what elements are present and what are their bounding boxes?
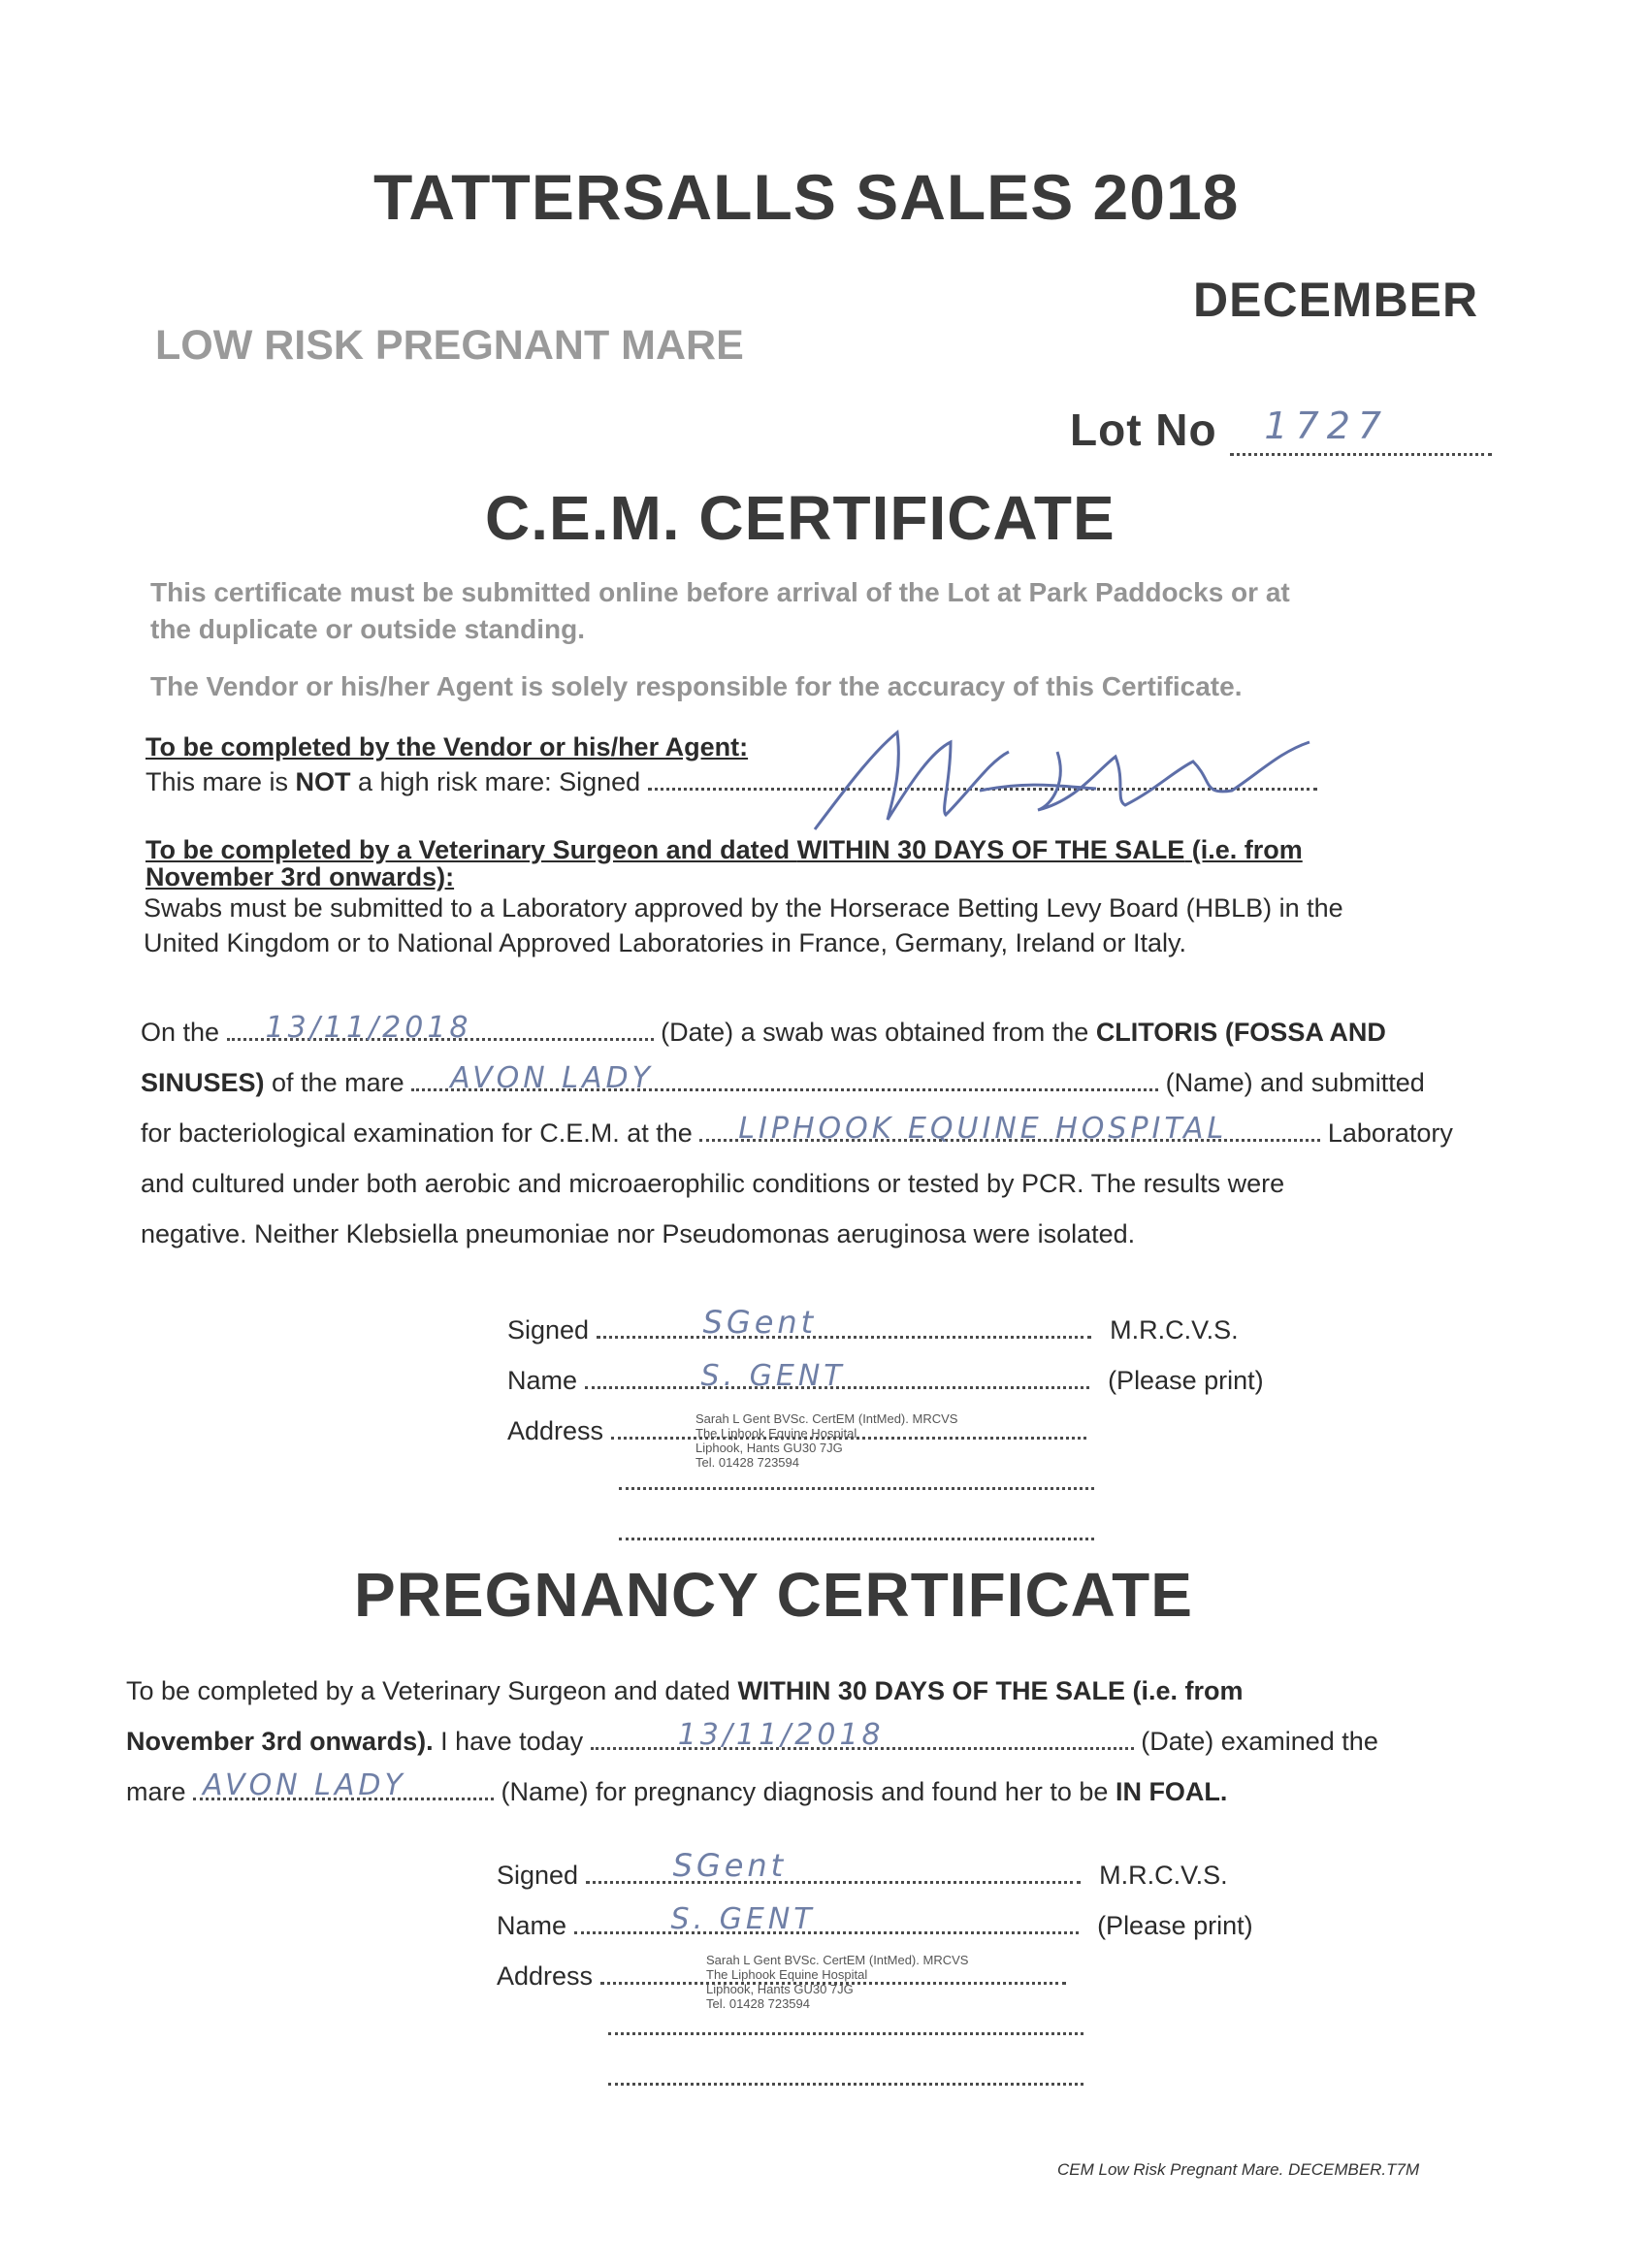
lot-number-field bbox=[1070, 404, 1492, 456]
lot-number-value: 1727 bbox=[1264, 405, 1390, 447]
pregnancy-signature-value: SGent bbox=[672, 1847, 788, 1884]
vendor-heading: To be completed by the Vendor or his/her Agent: bbox=[146, 732, 749, 761]
submission-notice: This certificate must be submitted online before arrival of the Lot at Park Paddocks or at the duplicate or outside standing. bbox=[150, 577, 1290, 644]
pregnancy-vet-signature-block: Signed SGent M.R.C.V.S. Name S. GENT (Please print) Address bbox=[497, 1850, 1253, 2102]
cem-address-stamp: Sarah L Gent BVSc. CertEM (IntMed). MRCVS The Liphook Equine Hospital Liphook, Hants GU30 7JG Tel. 01428 723594 bbox=[695, 1411, 958, 1470]
pregnancy-date-value: 13/11/2018 bbox=[677, 1718, 885, 1752]
vendor-signature bbox=[805, 713, 1329, 839]
pregnancy-heading: PREGNANCY CERTIFICATE bbox=[354, 1560, 1193, 1630]
pregnancy-address-stamp: Sarah L Gent BVSc. CertEM (IntMed). MRCVS The Liphook Equine Hospital Liphook, Hants GU30 7JG Tel. 01428 723594 bbox=[706, 1953, 969, 2011]
document-title: TATTERSALLS SALES 2018 bbox=[373, 161, 1240, 233]
pregnancy-mare-name-value: AVON LADY bbox=[203, 1768, 406, 1802]
pregnancy-vet-name-value: S. GENT bbox=[670, 1902, 816, 1936]
pregnancy-paragraph: To be completed by a Veterinary Surgeon and dated WITHIN 30 DAYS OF THE SALE (i.e. from November 3rd onwards). I have today 13/11/2018 (Date) examined the mare AVON LADY (Name) for pregnancy diagnosis and found her to be IN FOAL. bbox=[126, 1666, 1378, 1817]
sale-month: DECEMBER bbox=[1193, 273, 1479, 327]
cem-heading: C.E.M. CERTIFICATE bbox=[485, 483, 1116, 553]
laboratory-value: LIPHOOK EQUINE HOSPITAL bbox=[738, 1112, 1228, 1146]
vet-heading: To be completed by a Veterinary Surgeon and dated WITHIN 30 DAYS OF THE SALE (i.e. from November 3rd onwards): bbox=[146, 835, 1303, 891]
cem-vet-name-value: S. GENT bbox=[700, 1359, 846, 1393]
vendor-section: To be completed by the Vendor or his/her Agent: This mare is NOT a high risk mare: Signed bbox=[146, 729, 1317, 799]
cem-vet-signature-block: Signed SGent M.R.C.V.S. Name S. GENT (Please print) Address bbox=[507, 1305, 1264, 1557]
footer-code: CEM Low Risk Pregnant Mare. DECEMBER.T7M bbox=[1057, 2160, 1420, 2179]
swab-date-value: 13/11/2018 bbox=[265, 1011, 472, 1045]
cem-signature-value: SGent bbox=[702, 1304, 818, 1341]
lot-label: Lot No bbox=[1070, 405, 1217, 455]
cem-mare-name-value: AVON LADY bbox=[450, 1061, 654, 1095]
category-label: LOW RISK PREGNANT MARE bbox=[155, 322, 744, 369]
swab-paragraph: On the 13/11/2018 (Date) a swab was obtained from the CLITORIS (FOSSA AND SINUSES) of the mare AVON LADY (Name) and submitted for bacteriological examination for C.E.M. at the LIPHOOK EQUINE HOSPITAL Laboratory and cultured under both aerobic and microaerophilic conditions or tested by PCR. The results were negative. Neither Klebsiella pneumoniae nor Pseudomonas aeruginosa were isolated. bbox=[141, 1007, 1453, 1259]
swabs-notice: Swabs must be submitted to a Laboratory approved by the Horserace Betting Levy Board (HBLB) in the United Kingdom or to National Approved Laboratories in France, Germany, Ireland or Italy. bbox=[144, 893, 1343, 957]
vendor-responsibility-notice: The Vendor or his/her Agent is solely responsible for the accuracy of this Certificate. bbox=[150, 671, 1243, 701]
